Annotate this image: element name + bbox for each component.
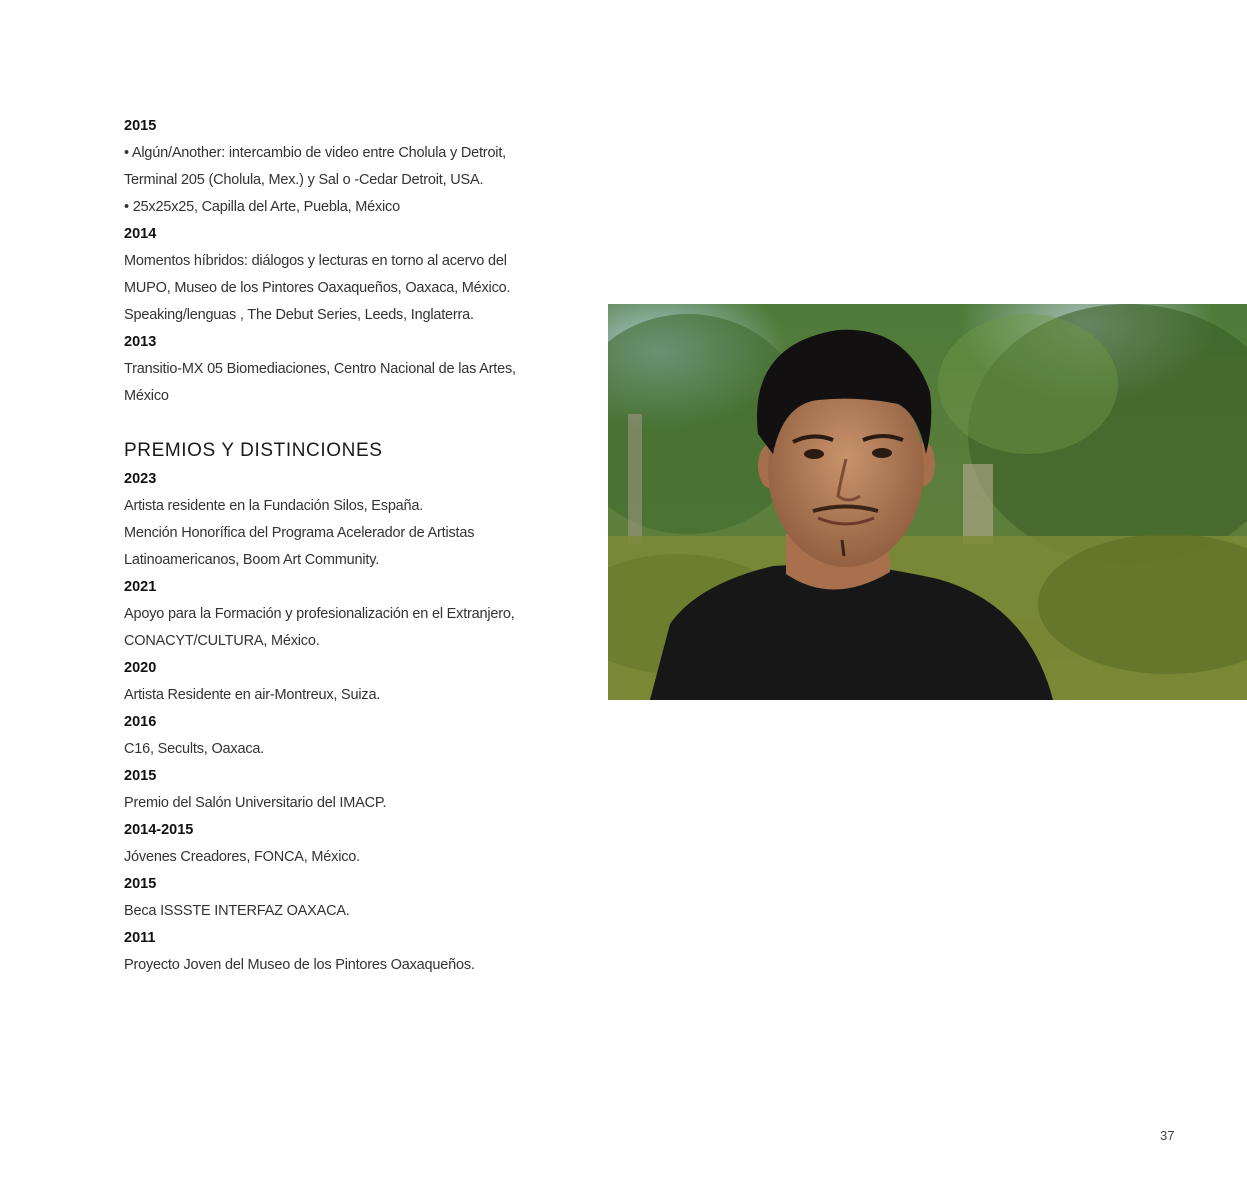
entry-text: • 25x25x25, Capilla del Arte, Puebla, México	[124, 199, 400, 215]
entry-text: Premio del Salón Universitario del IMACP.	[124, 795, 387, 811]
year-label: 2015	[124, 118, 157, 134]
exhibitions-section	[124, 113, 554, 410]
year-label: 2021	[124, 579, 157, 595]
text-column	[124, 113, 554, 979]
year-label: 2015	[124, 876, 157, 892]
entry-text: Latinoamericanos, Boom Art Community.	[124, 552, 380, 568]
award-entry	[124, 574, 554, 655]
award-entry	[124, 655, 554, 709]
entry-text: • Algún/Another: intercambio de video entre Cholula y Detroit,	[124, 145, 506, 161]
award-entry	[124, 466, 554, 574]
entry-text: MUPO, Museo de los Pintores Oaxaqueños, Oaxaca, México.	[124, 280, 511, 296]
entry-text: Speaking/lenguas , The Debut Series, Leeds, Inglaterra.	[124, 307, 474, 323]
entry-text: México	[124, 388, 169, 404]
entry-text: Transitio-MX 05 Biomediaciones, Centro Nacional de las Artes,	[124, 361, 516, 377]
awards-section	[124, 466, 554, 979]
entry-text: Momentos híbridos: diálogos y lecturas en torno al acervo del	[124, 253, 507, 269]
exhibition-entry	[124, 113, 554, 221]
award-entry	[124, 709, 554, 763]
entry-text: Jóvenes Creadores, FONCA, México.	[124, 849, 360, 865]
year-label: 2011	[124, 930, 156, 946]
entry-text: Mención Honorífica del Programa Acelerador de Artistas	[124, 525, 475, 541]
year-label: 2023	[124, 471, 157, 487]
year-label: 2014-2015	[124, 822, 194, 838]
entry-text: Apoyo para la Formación y profesionalización en el Extranjero,	[124, 606, 515, 622]
portrait-photo	[608, 304, 1247, 700]
year-label: 2014	[124, 226, 157, 242]
award-entry	[124, 763, 554, 817]
exhibition-entry	[124, 221, 554, 329]
award-entry	[124, 871, 554, 925]
award-entry	[124, 925, 554, 979]
entry-text: Terminal 205 (Cholula, Mex.) y Sal o -Cedar Detroit, USA.	[124, 172, 484, 188]
year-label: 2013	[124, 334, 157, 350]
entry-text: Artista residente en la Fundación Silos, España.	[124, 498, 424, 514]
page-number: 37	[1160, 1128, 1175, 1143]
award-entry	[124, 817, 554, 871]
awards-heading: PREMIOS Y DISTINCIONES	[124, 440, 383, 461]
entry-text: C16, Secults, Oaxaca.	[124, 741, 265, 757]
entry-text: Proyecto Joven del Museo de los Pintores Oaxaqueños.	[124, 957, 475, 973]
year-label: 2016	[124, 714, 157, 730]
entry-text: CONACYT/CULTURA, México.	[124, 633, 320, 649]
entry-text: Artista Residente en air-Montreux, Suiza.	[124, 687, 381, 703]
entry-text: Beca ISSSTE INTERFAZ OAXACA.	[124, 903, 350, 919]
exhibition-entry	[124, 329, 554, 410]
year-label: 2020	[124, 660, 157, 676]
year-label: 2015	[124, 768, 157, 784]
